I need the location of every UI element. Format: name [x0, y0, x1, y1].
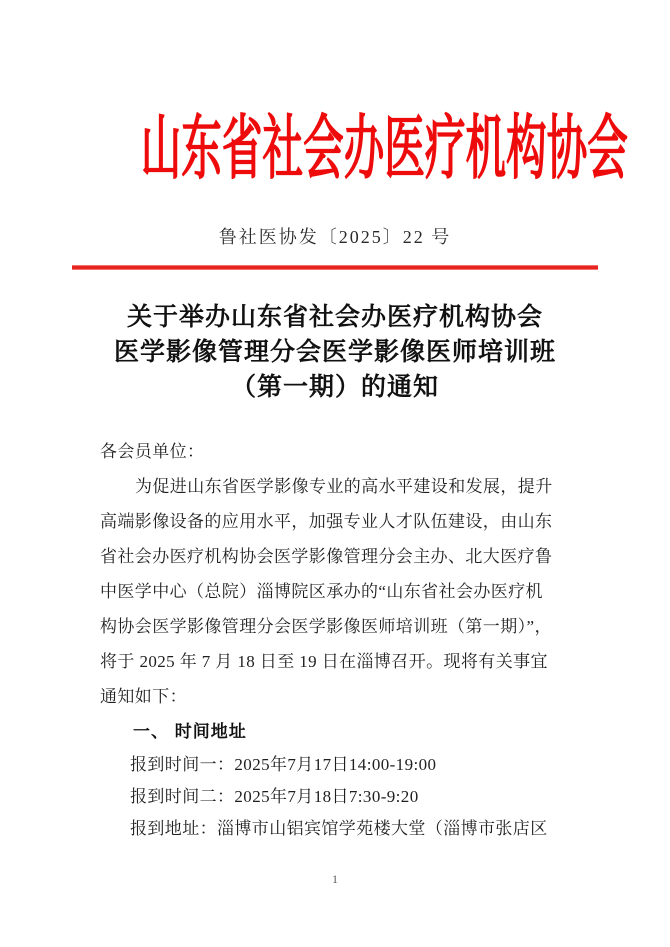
paragraph-line: 高端影像设备的应用水平，加强专业人才队伍建设，由山东	[100, 512, 553, 531]
notice-title	[0, 300, 670, 405]
paragraph-line: 构协会医学影像管理分会医学影像医师培训班（第一期）”，	[100, 617, 552, 636]
registration-address: 报到地址：淄博市山铝宾馆学苑楼大堂（淄博市张店区	[130, 819, 548, 838]
registration-time-1: 报到时间一：2025年7月17日14:00-19:00	[130, 755, 437, 774]
paragraph-line: 省社会办医疗机构协会医学影像管理分会主办、北大医疗鲁	[100, 547, 553, 566]
paragraph-line: 为促进山东省医学影像专业的高水平建设和发展，提升	[135, 477, 553, 496]
section-heading-time-address: 一、 时间地址	[133, 722, 247, 741]
notice-title-line-2: 医学影像管理分会医学影像医师培训班	[113, 339, 556, 366]
red-divider-rule	[72, 265, 598, 270]
notice-title-line-1: 关于举办山东省社会办医疗机构协会	[126, 304, 543, 331]
notice-body	[100, 434, 560, 845]
document-reference-number: 鲁社医协发〔2025〕22 号	[218, 227, 452, 247]
notice-title-line-3: （第一期）的通知	[230, 374, 439, 401]
paragraph-line: 中医学中心（总院）淄博院区承办的“山东省社会办医疗机	[100, 582, 543, 601]
org-masthead-title: 山东省社会办医疗机构协会	[140, 111, 628, 188]
paragraph-line: 通知如下：	[100, 687, 187, 706]
registration-time-2: 报到时间二：2025年7月18日7:30-9:20	[130, 787, 419, 806]
paragraph-line: 将于 2025 年 7 月 18 日至 19 日在淄博召开。现将有关事宜	[100, 652, 548, 671]
salutation: 各会员单位：	[100, 442, 205, 461]
page-number: 1	[332, 872, 338, 886]
